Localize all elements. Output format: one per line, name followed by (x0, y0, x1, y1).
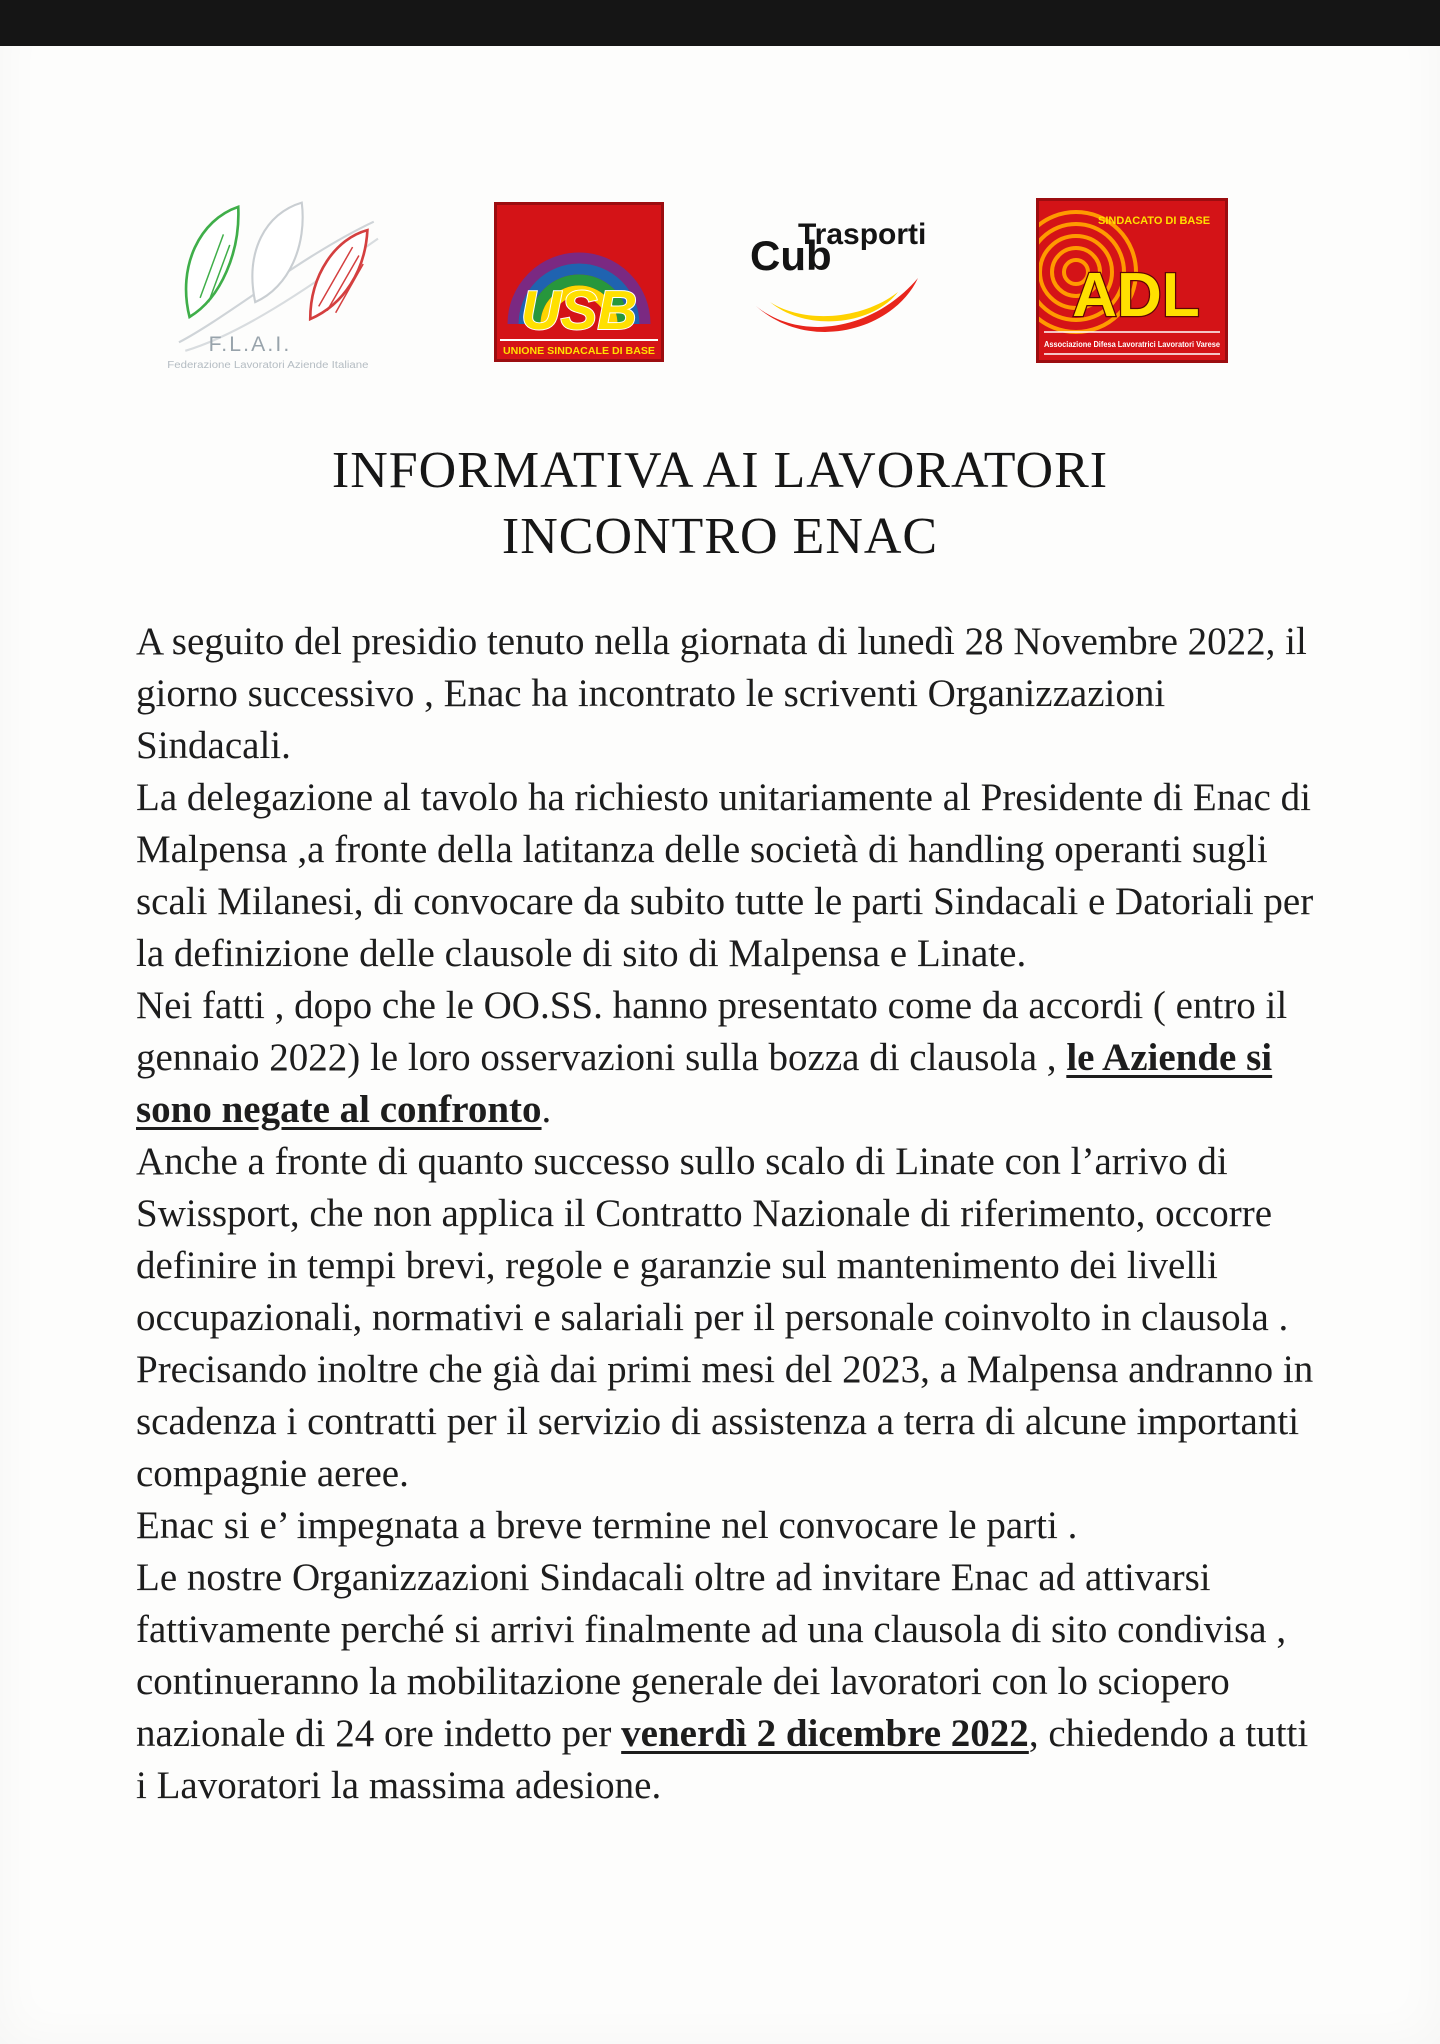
text-run: Le nostre Organizzazioni Sindacali oltre ad invitare Enac ad attivarsi fattivamente perché si arrivi finalmente ad una clausola di sito condivisa , continueranno la mobilitazione generale dei lavoratori con lo sciopero nazionale di 24 ore indetto per (136, 1556, 1287, 1755)
cub-word-trasporti: Trasporti (798, 218, 927, 251)
text-run: , chiedendo a tutti i Lavoratori la massima adesione. (136, 1712, 1309, 1807)
text-run: Anche a fronte di quanto successo sullo scalo di Linate con l’arrivo di Swissport, che non applica il Contratto Nazionale di riferimento, occorre definire in tempi brevi, regole e garanzie sul mantenimento dei livelli occupazionali, normativi e salariali per il personale coinvolto in clausola . (136, 1140, 1289, 1339)
flai-acronym: F.L.A.I. (208, 332, 292, 356)
text-run: . (541, 1088, 552, 1131)
cub-trasporti-logo (742, 208, 937, 363)
usb-rainbow-icon (494, 202, 664, 362)
flai-subtitle: Federazione Lavoratori Aziende Italiane (167, 359, 369, 371)
text-run: Precisando inoltre che già dai primi mesi del 2023, a Malpensa andranno in scadenza i contratti per il servizio di assistenza a terra di alcune importanti compagnie aeree. (136, 1348, 1314, 1495)
logo-row (0, 192, 1440, 377)
cub-swoosh-icon (742, 208, 937, 358)
highlighted-phrase: le Aziende si sono negate al confronto (136, 1036, 1273, 1131)
top-edge-bar (0, 0, 1440, 46)
cub-red-swoosh (756, 278, 918, 332)
text-run: Nei fatti , dopo che le OO.SS. hanno presentato come da accordi ( entro il gennaio 2022) le loro osservazioni sulla bozza di clausola , (136, 984, 1288, 1079)
adl-logo (1036, 198, 1228, 368)
body-paragraph (136, 616, 1316, 772)
body-paragraph (136, 1136, 1316, 1344)
body-paragraph (136, 1552, 1316, 1812)
body-paragraph (136, 1500, 1316, 1552)
page-title (0, 438, 1440, 570)
body-paragraph (136, 980, 1316, 1136)
adl-subtitle: Associazione Difesa Lavoratrici Lavoratori Varese (1044, 340, 1221, 349)
title-line-1: INFORMATIVA AI LAVORATORI (331, 442, 1109, 499)
flai-leaves-icon (150, 192, 390, 372)
adl-acronym: ADL (1072, 261, 1200, 330)
cub-word-cub: Cub (750, 232, 832, 279)
text-run: A seguito del presidio tenuto nella giornata di lunedì 28 Novembre 2022, il giorno successivo , Enac ha incontrato le scriventi Organizzazioni Sindacali. (136, 620, 1307, 767)
document-body (136, 616, 1316, 1812)
body-paragraph (136, 772, 1316, 980)
text-run: La delegazione al tavolo ha richiesto unitariamente al Presidente di Enac di Malpensa ,a fronte della latitanza delle società di handling operanti sugli scali Milanesi, di convocare da subito tutte le parti Sindacali e Datoriali per la definizione delle clausole di sito di Malpensa e Linate. (136, 776, 1314, 975)
usb-logo (494, 202, 664, 367)
adl-rings-icon (1036, 198, 1228, 363)
flai-logo (150, 192, 390, 377)
text-run: Enac si e’ impegnata a breve termine nel convocare le parti . (136, 1504, 1078, 1547)
adl-top-label: SINDACATO DI BASE (1098, 215, 1211, 227)
usb-acronym: USB (520, 279, 638, 341)
usb-subtitle: UNIONE SINDACALE DI BASE (503, 345, 655, 357)
highlighted-phrase: venerdì 2 dicembre 2022 (621, 1712, 1029, 1755)
title-line-2: INCONTRO ENAC (501, 508, 939, 565)
body-paragraph (136, 1344, 1316, 1500)
